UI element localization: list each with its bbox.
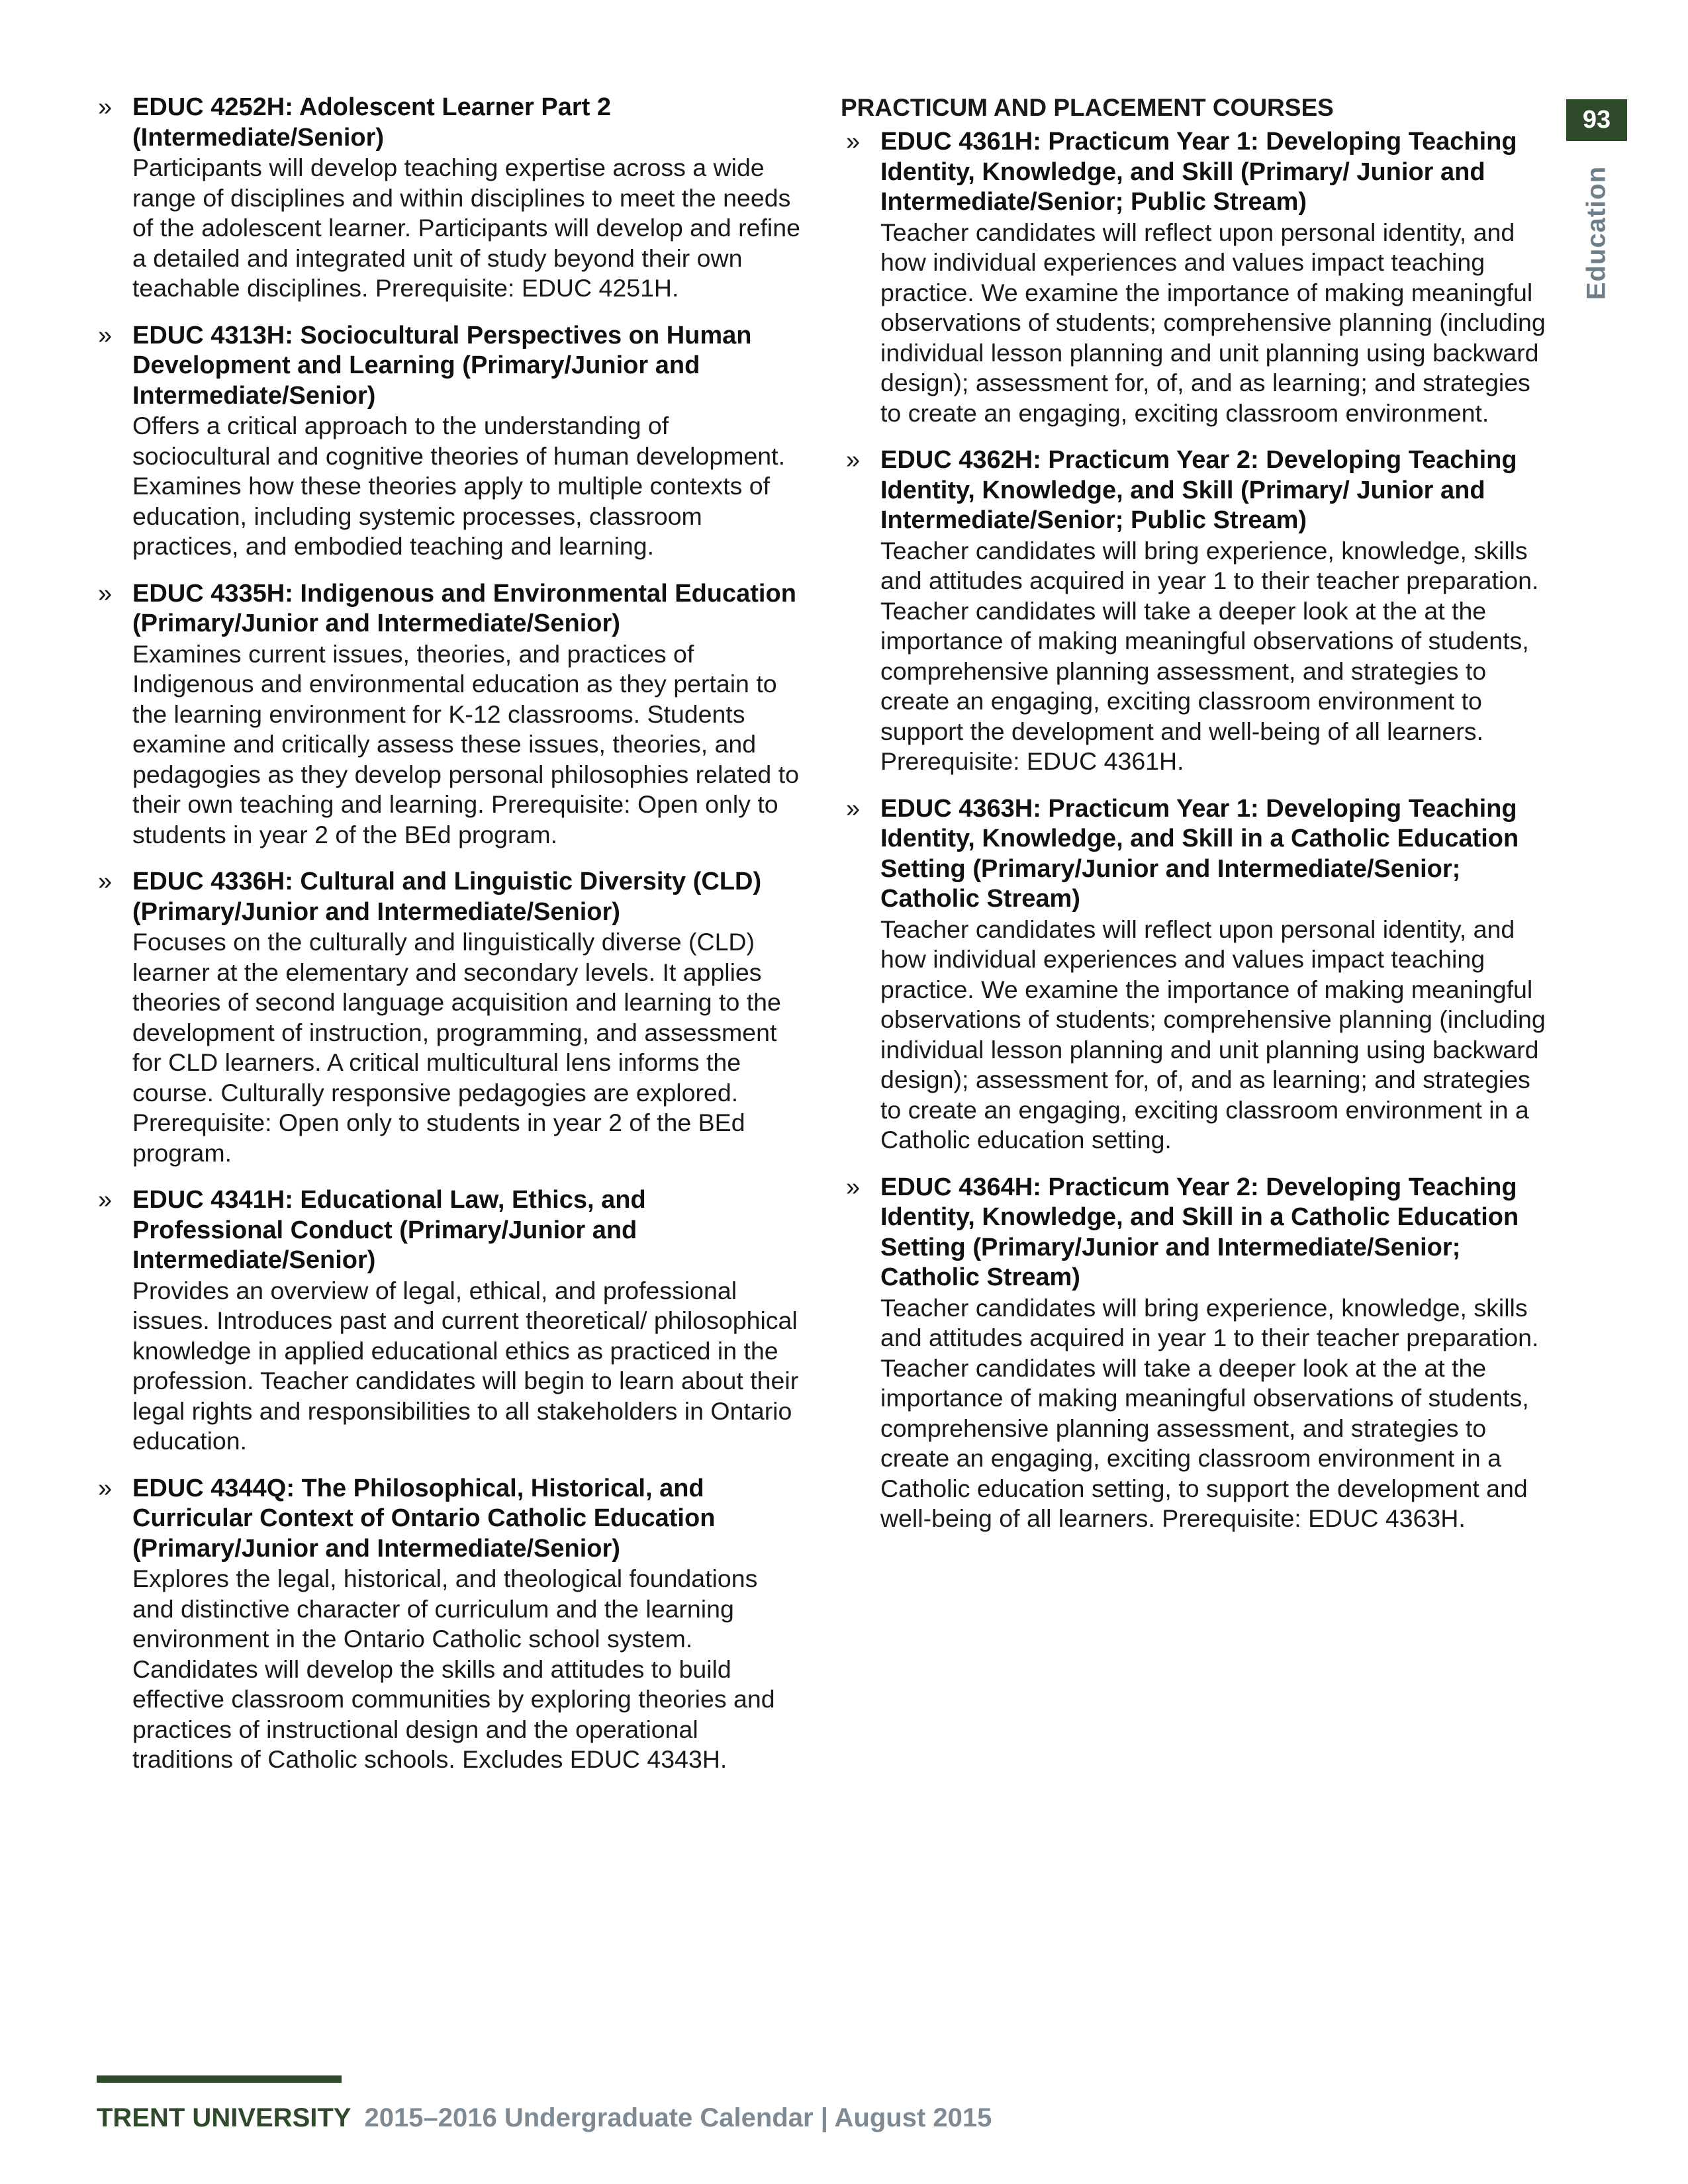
page-number-badge: 93 <box>1566 99 1627 141</box>
course-title: EDUC 4335H: Indigenous and Environmental Education (Primary/Junior and Intermediate/Senior) <box>132 579 796 637</box>
course-title: EDUC 4341H: Educational Law, Ethics, and Professional Conduct (Primary/Junior and Intermediate/Senior) <box>132 1186 646 1274</box>
course-entry <box>841 794 1556 1156</box>
footer-university: TRENT UNIVERSITY <box>97 2103 352 2132</box>
course-description: Teacher candidates will bring experience, knowledge, skills and attitudes acquired in year 1 to their teacher preparation. Teacher candidates will take a deeper look at the at the importance of making meaningful observations of students, comprehensive planning assessment, and strategies to create an engaging, exciting classroom environment to support the development and well-being of all learners. Prerequisite: EDUC 4361H. <box>880 536 1539 775</box>
bullet-icon: » <box>98 321 113 349</box>
bullet-icon: » <box>846 1173 861 1201</box>
course-title: EDUC 4361H: Practicum Year 1: Developing Teaching Identity, Knowledge, and Skill (Primary/ Junior and Intermediate/Senior; Public Stream) <box>880 128 1517 216</box>
footer <box>97 2103 992 2133</box>
right-column <box>841 93 1556 1551</box>
bullet-icon: » <box>846 128 861 156</box>
course-title: EDUC 4344Q: The Philosophical, Historical, and Curricular Context of Ontario Catholic Education (Primary/Junior and Intermediate/Senior) <box>132 1474 716 1563</box>
course-description: Teacher candidates will bring experience, knowledge, skills and attitudes acquired in year 1 to their teacher preparation. Teacher candidates will take a deeper look at the at the importance of making meaningful observations of students, comprehensive planning assessment, and strategies to create an engaging, exciting classroom environment in a Catholic education setting, to support the development and well-being of all learners. Prerequisite: EDUC 4363H. <box>880 1293 1539 1532</box>
course-title: EDUC 4364H: Practicum Year 2: Developing Teaching Identity, Knowledge, and Skill in a Catholic Education Setting (Primary/Junior and Intermediate/Senior; Catholic Stream) <box>880 1173 1519 1291</box>
course-description: Teacher candidates will reflect upon personal identity, and how individual experiences and values impact teaching practice. We examine the importance of making meaningful observations of students; comprehensive planning (including individual lesson planning and unit planning using backward design); assessment for, of, and as learning; and strategies to create an engaging, exciting classroom environment. <box>880 218 1546 427</box>
course-entry <box>93 93 801 304</box>
bullet-icon: » <box>98 1474 113 1502</box>
course-title: EDUC 4336H: Cultural and Linguistic Diversity (CLD) (Primary/Junior and Intermediate/Senior) <box>132 868 762 926</box>
course-title: EDUC 4362H: Practicum Year 2: Developing Teaching Identity, Knowledge, and Skill (Primary/ Junior and Intermediate/Senior; Public Stream) <box>880 446 1517 534</box>
course-description: Provides an overview of legal, ethical, and professional issues. Introduces past and current theoretical/ philosophical knowledge in applied educational ethics as practiced in the profession. Teacher candidates will begin to learn about their legal rights and responsibilities to all stakeholders in Ontario education. <box>132 1276 799 1455</box>
course-description: Focuses on the culturally and linguistically diverse (CLD) learner at the elementary and secondary levels. It applies theories of second language acquisition and learning to the development of instruction, programming, and assessment for CLD learners. A critical multicultural lens informs the course. Culturally responsive pedagogies are explored. Prerequisite: Open only to students in year 2 of the BEd program. <box>132 928 781 1167</box>
course-entry <box>841 1173 1556 1534</box>
footer-rule <box>97 2075 342 2083</box>
course-description: Participants will develop teaching expertise across a wide range of disciplines and within disciplines to meet the needs of the adolescent learner. Participants will develop and refine a detailed and integrated unit of study beyond their own teachable disciplines. Prerequisite: EDUC 4251H. <box>132 154 800 302</box>
course-description: Teacher candidates will reflect upon personal identity, and how individual experiences and values impact teaching practice. We examine the importance of making meaningful observations of students; comprehensive planning (including individual lesson planning and unit planning using backward design); assessment for, of, and as learning; and strategies to create an engaging, exciting classroom environment in a Catholic education setting. <box>880 915 1546 1154</box>
section-side-label: Education <box>1581 165 1611 300</box>
course-entry <box>93 1185 801 1457</box>
course-entry <box>93 867 801 1168</box>
course-entry <box>93 1474 801 1775</box>
footer-calendar: 2015–2016 Undergraduate Calendar | August 2015 <box>364 2103 992 2132</box>
course-title: EDUC 4252H: Adolescent Learner Part 2 (Intermediate/Senior) <box>132 93 611 152</box>
bullet-icon: » <box>846 446 861 474</box>
course-title: EDUC 4363H: Practicum Year 1: Developing Teaching Identity, Knowledge, and Skill in a Catholic Education Setting (Primary/Junior and Intermediate/Senior; Catholic Stream) <box>880 794 1519 913</box>
course-entry <box>93 579 801 850</box>
course-description: Examines current issues, theories, and practices of Indigenous and environmental education as they pertain to the learning environment for K-12 classrooms. Students examine and critically assess these issues, theories, and pedagogies as they develop personal philosophies related to their own teaching and learning. Prerequisite: Open only to students in year 2 of the BEd program. <box>132 639 799 848</box>
course-title: EDUC 4313H: Sociocultural Perspectives on Human Development and Learning (Primary/Junior and Intermediate/Senior) <box>132 321 752 410</box>
course-entry <box>93 321 801 562</box>
left-column <box>93 93 801 1792</box>
course-entry <box>841 445 1556 777</box>
course-description: Offers a critical approach to the understanding of sociocultural and cognitive theories of human development. Examines how these theories apply to multiple contexts of education, including systemic processes, classroom practices, and embodied teaching and learning. <box>132 412 786 560</box>
bullet-icon: » <box>846 794 861 823</box>
course-description: Explores the legal, historical, and theological foundations and distinctive character of curriculum and the learning environment in the Ontario Catholic school system. Candidates will develop the skills and attitudes to build effective classroom communities by exploring theories and practices of instructional design and the operational traditions of Catholic schools. Excludes EDUC 4343H. <box>132 1565 775 1773</box>
bullet-icon: » <box>98 579 113 608</box>
bullet-icon: » <box>98 1186 113 1214</box>
section-heading: PRACTICUM AND PLACEMENT COURSES <box>841 94 1334 121</box>
course-entry <box>841 127 1556 428</box>
bullet-icon: » <box>98 93 113 121</box>
bullet-icon: » <box>98 868 113 895</box>
